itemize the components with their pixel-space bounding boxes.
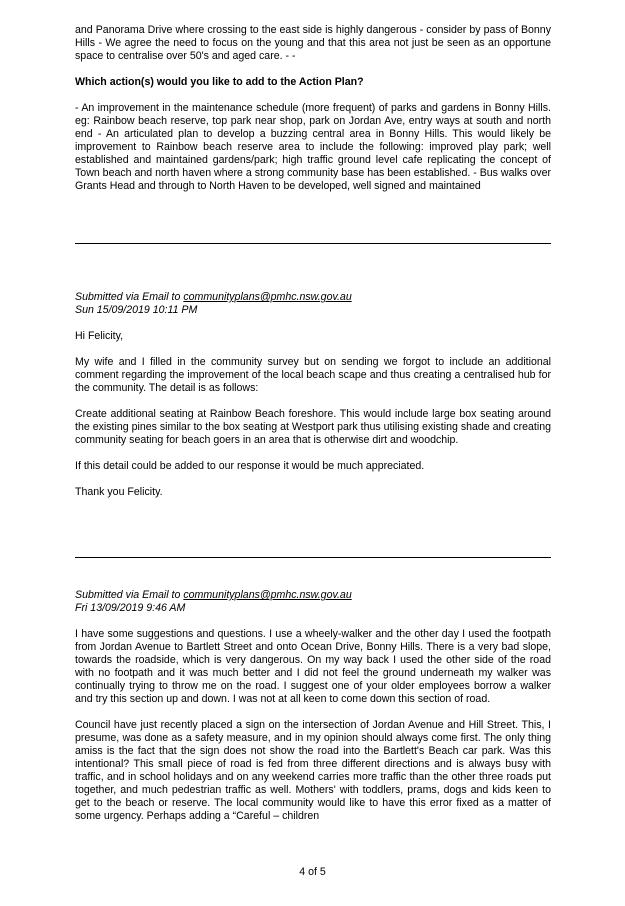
email-signoff: Thank you Felicity. xyxy=(75,486,163,498)
email-link[interactable]: communityplans@pmhc.nsw.gov.au xyxy=(183,291,352,303)
email-greeting: Hi Felicity, xyxy=(75,330,124,342)
submission-date: Sun 15/09/2019 10:11 PM xyxy=(75,304,198,316)
submission-source xyxy=(75,291,551,304)
section-email-1 xyxy=(75,291,551,499)
section-divider-1 xyxy=(75,243,551,244)
survey-continuation-text: and Panorama Drive where crossing to the east side is highly dangerous - consider by pass of Bonny Hills - We agree the need to focus on the young and that this area not just be seen as an opportune space to centralise over 50's and aged care. - - xyxy=(75,24,551,62)
submission-source xyxy=(75,589,551,602)
section-action-plan xyxy=(75,24,551,193)
action-plan-question: Which action(s) would you like to add to the Action Plan? xyxy=(75,76,364,88)
email-paragraph: Council have just recently placed a sign on the intersection of Jordan Avenue and Hill Street. This, I presume, was done as a safety measure, and in my opinion should always come first. The only thing amiss is the fact that the sign does not show the road into the Bartlett's Beach car park. Was this intentional? This small piece of road is fed from three different directions and is always busy with traffic, and in school holidays and on any weekend carries more traffic than the other three roads put together, and much pedestrian traffic as well. Mothers' with toddlers, prams, dogs and kids keen to get to the beach or reserve. The local community would like to have this error fixed as a matter of some urgency. Perhaps adding a “Careful – children xyxy=(75,719,551,822)
page-number: 4 of 5 xyxy=(299,866,326,878)
email-paragraph: If this detail could be added to our response it would be much appreciated. xyxy=(75,460,425,472)
action-plan-answer: - An improvement in the maintenance schedule (more frequent) of parks and gardens in Bonny Hills. eg: Rainbow beach reserve, top park near shop, park on Jordan Ave, entry ways at south and north end - An articulated plan to develop a buzzing central area in Bonny Hills. This would likely be improvement to Rainbow beach reserve area to include the following: improved play park; well established and maintained gardens/park; high traffic ground level cafe replicating the concept of Town beach and north haven where a strong community base has been established. - Bus walks over Grants Head and through to North Haven to be developed, well signed and maintained xyxy=(75,102,551,192)
submitted-via-label: Submitted via Email to xyxy=(75,291,184,303)
submitted-via-label: Submitted via Email to xyxy=(75,589,184,601)
email-paragraph: My wife and I filled in the community survey but on sending we forgot to include an additional comment regarding the improvement of the local beach scape and thus creating a centralised hub for the community. The detail is as follows: xyxy=(75,356,551,394)
email-paragraph: I have some suggestions and questions. I use a wheely-walker and the other day I used the footpath from Jordan Avenue to Bartlett Street and onto Ocean Drive, Bonny Hills. There is a very bad slope, towards the roadside, which is very dangerous. On my way back I used the other side of the road with no footpath and it was much better and I did not feel the ground underneath my walker was continually trying to throw me on the road. I suggest one of your older employees borrow a walker and try this section up and down. I was not at all keen to come down this section of road. xyxy=(75,628,551,705)
email-paragraph: Create additional seating at Rainbow Beach foreshore. This would include large box seating around the existing pines similar to the box seating at Westport park thus utilising existing shade and creating community seating for beach goers in an area that is otherwise dirt and woodchip. xyxy=(75,408,551,446)
email-link[interactable]: communityplans@pmhc.nsw.gov.au xyxy=(183,589,352,601)
section-email-2 xyxy=(75,589,551,823)
submission-date: Fri 13/09/2019 9:46 AM xyxy=(75,602,186,614)
section-divider-2 xyxy=(75,557,551,558)
